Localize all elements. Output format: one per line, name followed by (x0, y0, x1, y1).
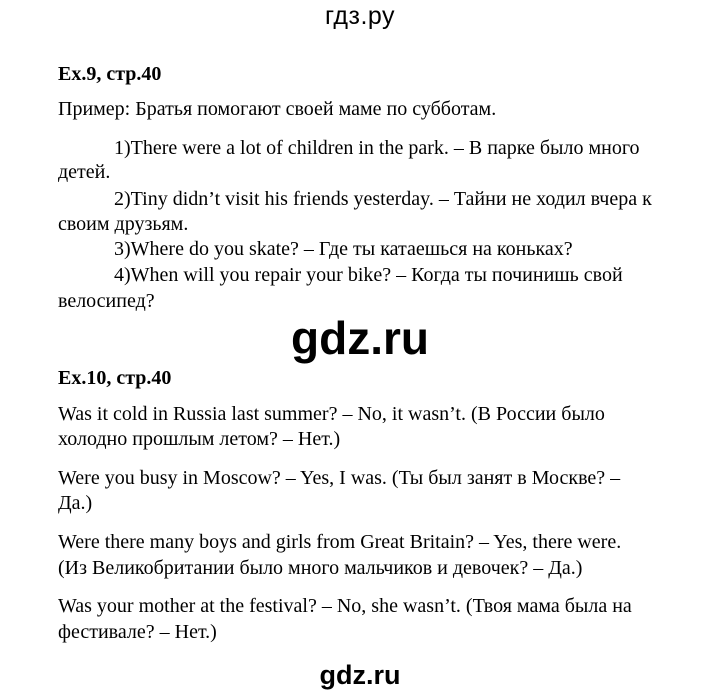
watermark-top: гдз.ру (324, 2, 396, 30)
watermark-middle: gdz.ru (291, 312, 429, 364)
ex9-heading: Ex.9, стр.40 (58, 63, 162, 85)
item-number: 2) (114, 188, 131, 210)
ex9-item-1-cont: детей. (58, 161, 111, 183)
ex10-paragraph-2-line1: Were you busy in Moscow? – Yes, I was. (Ты был занят в Москве? – (58, 467, 621, 489)
ex9-item-4-cont: велосипед? (58, 290, 155, 312)
ex10-heading: Ex.10, стр.40 (58, 367, 172, 389)
item-number: 4) (114, 264, 131, 286)
item-text: When will you repair your bike? – Когда ты починишь свой (130, 264, 623, 286)
watermark-bottom: gdz.ru (319, 660, 401, 690)
item-text: Tiny didn’t visit his friends yesterday. – Тайни не ходил вчера к (130, 188, 652, 210)
ex10-paragraph-1-line2: холодно прошлым летом? – Нет.) (58, 428, 341, 450)
ex9-item-3 (114, 237, 573, 261)
item-number: 3) (114, 238, 131, 260)
ex9-item-1 (114, 136, 640, 160)
ex10-paragraph-4-line2: фестивале? – Нет.) (58, 621, 217, 643)
ex10-paragraph-3-line2: (Из Великобритании было много мальчиков и девочек? – Да.) (58, 557, 583, 579)
item-number: 1) (114, 137, 131, 159)
ex10-paragraph-1-line1: Was it cold in Russia last summer? – No, it wasn’t. (В России было (58, 403, 605, 425)
ex9-item-2 (114, 187, 652, 211)
ex10-paragraph-2-line2: Да.) (58, 492, 93, 514)
ex10-paragraph-3-line1: Were there many boys and girls from Great Britain? – Yes, there were. (58, 531, 622, 553)
ex9-example: Пример: Братья помогают своей маме по субботам. (58, 98, 497, 120)
ex10-paragraph-4-line1: Was your mother at the festival? – No, she wasn’t. (Твоя мама была на (58, 595, 632, 617)
ex9-item-4 (114, 263, 623, 287)
item-text: Where do you skate? – Где ты катаешься на коньках? (130, 238, 573, 260)
ex9-item-2-cont: своим друзьям. (58, 213, 189, 235)
item-text: There were a lot of children in the park. – В парке было много (130, 137, 640, 159)
